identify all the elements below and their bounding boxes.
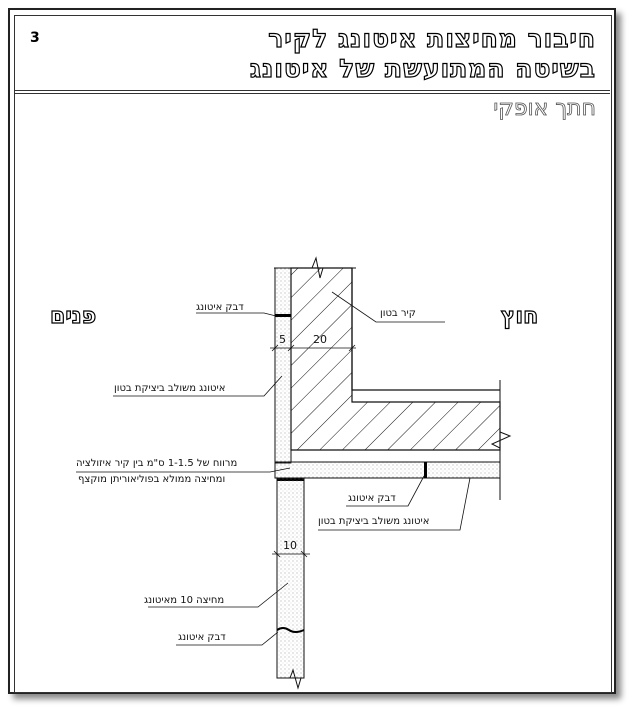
- sheet-number: 3: [30, 30, 40, 46]
- label-insulation-left: איטונג משולב ביציקת בטון: [114, 383, 226, 394]
- label-partition: מחיצה 10 מאיטונג: [144, 595, 225, 606]
- leader-adhesive-top: [196, 313, 276, 316]
- label-adhesive-top: דבק איטונג: [196, 302, 244, 313]
- partition-wall: [277, 478, 304, 678]
- label-concrete-wall: קיר בטון: [380, 308, 416, 319]
- dim-partition: 10: [283, 539, 297, 552]
- dim-wall: 20: [313, 333, 327, 346]
- label-adhesive-right: דבק איטונג: [348, 493, 396, 504]
- wall-outline: [352, 268, 500, 390]
- adhesive-mark-top: [275, 314, 291, 317]
- title-line-1: חיבור מחיצות איטונג לקיר: [268, 24, 596, 53]
- label-adhesive-bottom: דבק איטונג: [178, 632, 226, 643]
- adhesive-mark-right: [424, 462, 427, 478]
- section-subtitle: חתך אופקי: [493, 96, 596, 121]
- dim-insulation: 5: [279, 333, 286, 346]
- inside-label: פנים: [50, 304, 97, 329]
- insulation-strip-vertical: [275, 268, 291, 463]
- insulation-strip-horizontal: [275, 462, 500, 478]
- outside-label: חוץ: [501, 304, 539, 329]
- label-gap-note-2: ומחיצה ממולא בפוליאוריתן מוקצף: [78, 474, 226, 485]
- label-gap-note-1: מרווח של 1-1.5 ס"מ בין קיר איזולציה: [76, 458, 238, 469]
- concrete-wall: [291, 268, 500, 450]
- title-line-2: בשיטה המתועשת של איטונג: [249, 54, 596, 83]
- label-insulation-right: איטונג משולב ביציקת בטון: [318, 516, 430, 527]
